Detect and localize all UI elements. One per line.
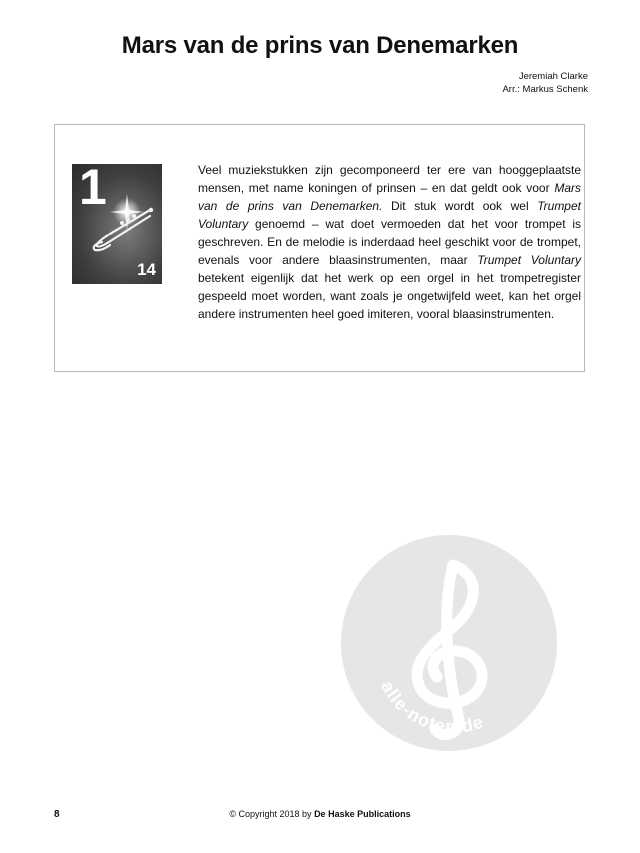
track-badge bbox=[72, 159, 162, 284]
credits bbox=[502, 70, 588, 96]
treble-clef-icon bbox=[341, 535, 557, 751]
publisher-name: De Haske Publications bbox=[314, 809, 411, 819]
piece-title-italic: Mars van de prins van Denemarken. bbox=[198, 181, 581, 213]
badge-number: 1 bbox=[79, 159, 107, 215]
copyright-text: © Copyright 2018 by bbox=[229, 809, 315, 819]
intro-text-part: betekent eigenlijk dat het werk op een orgel in het trompetregister gespeeld moet worden, want zoals je ongetwijfeld weet, kan het orgel andere instrumenten heel goed imiteren, vooral blaasinstrumenten. bbox=[198, 271, 581, 321]
page-title: Mars van de prins van Denemarken bbox=[121, 32, 519, 59]
intro-text bbox=[198, 161, 581, 323]
trumpet-voluntary-italic: Trumpet Voluntary bbox=[198, 199, 581, 231]
composer: Jeremiah Clarke bbox=[518, 71, 588, 82]
watermark bbox=[341, 535, 557, 751]
intro-text-part: genoemd – wat doet vermoeden dat het voor trompet is geschreven. En de melodie is inderdaad heel geschikt voor de trompet, evenals voor andere blaasinstrumenten, maar bbox=[198, 217, 581, 267]
intro-text-part: Dit stuk wordt ook wel bbox=[382, 199, 538, 213]
trumpet-voluntary-italic: Trumpet Voluntary bbox=[477, 253, 581, 267]
intro-box bbox=[54, 124, 585, 372]
track-number: 14 bbox=[137, 260, 156, 279]
page-number: 8 bbox=[54, 809, 60, 820]
arranger: Arr.: Markus Schenk bbox=[502, 84, 588, 95]
copyright bbox=[0, 809, 640, 819]
watermark-text: alle-noten.de bbox=[377, 677, 487, 737]
intro-text-part: Veel muziekstukken zijn gecomponeerd ter ere van hooggeplaatste mensen, met name koningen of prinsen – en dat geldt ook voor bbox=[198, 163, 581, 195]
